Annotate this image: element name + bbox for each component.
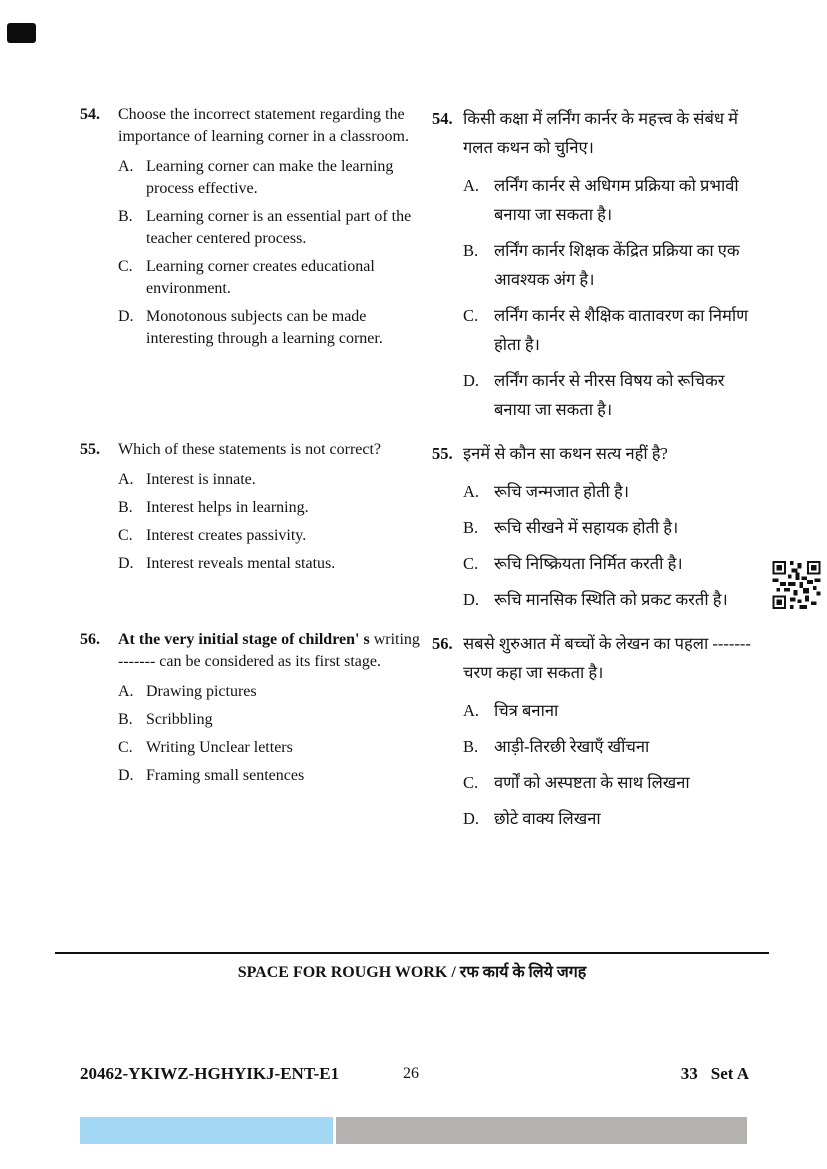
question-56-hi — [432, 629, 770, 840]
option-text: Learning corner creates educational environment. — [146, 258, 375, 297]
option-text: Scribbling — [146, 711, 213, 728]
question-text-rest: writing ------- can be considered as its first stage. — [118, 631, 420, 670]
option-text: लर्निंग कार्नर से अधिगम प्रक्रिया को प्रभावी बनाया जा सकता है। — [494, 176, 739, 224]
qr-code-icon — [771, 561, 822, 609]
option-c — [463, 768, 764, 797]
option-text: रूचि जन्मजात होती है। — [494, 482, 629, 501]
option-letter: A. — [463, 482, 480, 501]
question-text: Choose the incorrect statement regarding the importance of learning corner in a classroom. — [118, 106, 409, 145]
option-a — [118, 681, 426, 703]
rough-work-label: SPACE FOR ROUGH WORK / रफ कार्य के लिये जगह — [237, 964, 587, 981]
option-c — [118, 256, 426, 300]
option-letter: C. — [463, 306, 479, 325]
option-a — [118, 156, 426, 200]
option-text: छोटे वाक्य लिखना — [494, 809, 601, 828]
option-b — [463, 236, 764, 294]
question-54-en — [80, 104, 432, 431]
option-text: लर्निंग कार्नर शिक्षक केंद्रित प्रक्रिया का एक आवश्यक अंग है। — [494, 241, 740, 289]
option-letter: A. — [463, 701, 480, 720]
option-text: Monotonous subjects can be made interesting through a learning corner. — [146, 308, 383, 347]
option-d — [463, 366, 764, 424]
option-letter: C. — [463, 773, 479, 792]
question-number: 56. — [432, 634, 453, 653]
option-a — [118, 469, 426, 491]
option-letter: A. — [118, 683, 134, 700]
option-text: आड़ी-तिरछी रेखाएँ खींचना — [494, 737, 650, 756]
question-number: 55. — [80, 441, 100, 458]
option-letter: A. — [118, 471, 134, 488]
option-b — [463, 732, 764, 761]
scan-corner-mark — [7, 23, 36, 43]
option-c — [118, 737, 426, 759]
option-letter: C. — [118, 739, 133, 756]
option-letter: B. — [463, 241, 479, 260]
option-letter: C. — [118, 258, 133, 275]
question-54-hi — [432, 104, 770, 431]
questions-area — [80, 104, 770, 848]
option-letter: D. — [463, 371, 480, 390]
option-d — [118, 765, 426, 787]
question-text: किसी कक्षा में लर्निंग कार्नर के महत्त्व के संबंध में गलत कथन को चुनिए। — [463, 109, 739, 157]
option-text: Interest is innate. — [146, 471, 256, 488]
option-text: लर्निंग कार्नर से शैक्षिक वातावरण का निर्माण होता है। — [494, 306, 749, 354]
question-number: 54. — [432, 109, 453, 128]
option-text: चित्र बनाना — [494, 701, 559, 720]
option-letter: D. — [118, 308, 134, 325]
question-55-en — [80, 439, 432, 621]
option-letter: D. — [118, 767, 134, 784]
option-b — [118, 497, 426, 519]
option-letter: B. — [463, 737, 479, 756]
option-letter: B. — [463, 518, 479, 537]
option-a — [463, 171, 764, 229]
option-letter: D. — [463, 809, 480, 828]
question-text — [118, 629, 426, 673]
question-text: इनमें से कौन सा कथन सत्य नहीं है? — [463, 444, 668, 463]
option-text: रूचि निष्क्रियता निर्मित करती है। — [494, 554, 683, 573]
option-text: Learning corner can make the learning process effective. — [146, 158, 394, 197]
option-text: Interest creates passivity. — [146, 527, 307, 544]
rough-work-divider — [55, 952, 769, 954]
scan-artifact-gray-bar — [336, 1117, 747, 1144]
option-c — [463, 549, 764, 578]
scan-artifact-blue-bar — [80, 1117, 333, 1144]
option-letter: D. — [118, 555, 134, 572]
option-a — [463, 477, 764, 506]
question-number: 54. — [80, 106, 100, 123]
question-number: 56. — [80, 631, 100, 648]
option-text: रूचि मानसिक स्थिति को प्रकट करती है। — [494, 590, 728, 609]
question-row-56 — [80, 629, 770, 840]
option-b — [118, 206, 426, 250]
option-text: Interest reveals mental status. — [146, 555, 336, 572]
question-row-55 — [80, 439, 770, 621]
set-label — [681, 1064, 749, 1084]
option-letter: D. — [463, 590, 480, 609]
option-c — [118, 525, 426, 547]
question-56-en — [80, 629, 432, 840]
page-footer — [0, 1064, 827, 1088]
option-letter: A. — [118, 158, 134, 175]
option-letter: C. — [463, 554, 479, 573]
option-text: Interest helps in learning. — [146, 499, 309, 516]
option-text: Drawing pictures — [146, 683, 257, 700]
option-c — [463, 301, 764, 359]
option-letter: B. — [118, 499, 133, 516]
option-letter: A. — [463, 176, 480, 195]
question-text: सबसे शुरुआत में बच्चों के लेखन का पहला ------- चरण कहा जा सकता है। — [463, 634, 751, 682]
option-text: वर्णों को अस्पष्टता के साथ लिखना — [494, 773, 690, 792]
option-b — [118, 709, 426, 731]
paper-code: 20462-YKIWZ-HGHYIKJ-ENT-E1 — [80, 1064, 340, 1083]
question-row-54 — [80, 104, 770, 431]
set-name: Set A — [710, 1064, 749, 1083]
page-number: 26 — [403, 1065, 419, 1082]
option-text: Writing Unclear letters — [146, 739, 293, 756]
option-text: रूचि सीखने में सहायक होती है। — [494, 518, 679, 537]
option-a — [463, 696, 764, 725]
option-letter: C. — [118, 527, 133, 544]
option-text: Framing small sentences — [146, 767, 305, 784]
option-text: Learning corner is an essential part of the teacher centered process. — [146, 208, 412, 247]
question-number: 55. — [432, 444, 453, 463]
option-d — [118, 306, 426, 350]
option-text: लर्निंग कार्नर से नीरस विषय को रूचिकर बनाया जा सकता है। — [494, 371, 725, 419]
option-d — [463, 585, 764, 614]
option-b — [463, 513, 764, 542]
option-d — [463, 804, 764, 833]
option-letter: B. — [118, 208, 133, 225]
set-number: 33 — [680, 1064, 698, 1083]
option-d — [118, 553, 426, 575]
question-text: Which of these statements is not correct? — [118, 441, 382, 458]
question-55-hi — [432, 439, 770, 621]
option-letter: B. — [118, 711, 133, 728]
question-text-bold: At the very initial stage of children' s — [118, 631, 370, 648]
